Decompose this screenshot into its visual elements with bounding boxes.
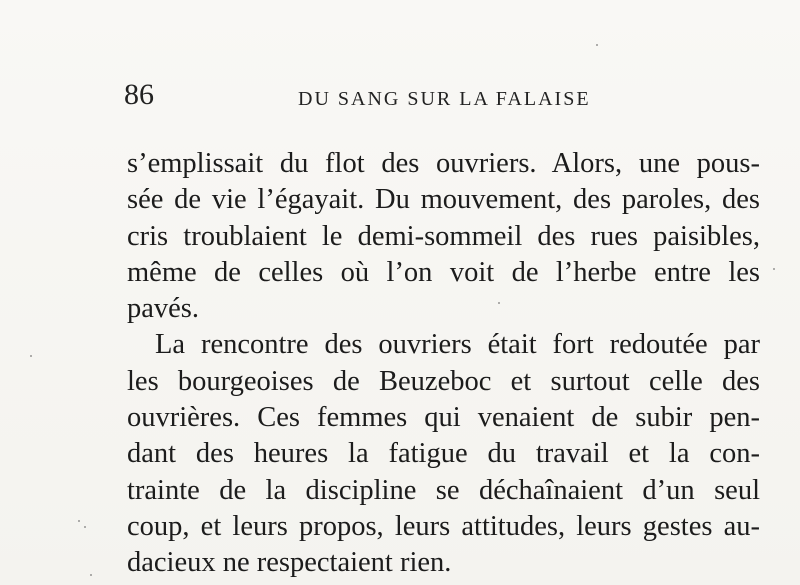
text-line: ouvrières. Ces femmes qui venaient de subir pen- bbox=[127, 402, 760, 434]
text-line: coup, et leurs propos, leurs attitudes, leurs gestes au- bbox=[127, 510, 760, 542]
paper-speck bbox=[30, 355, 32, 357]
body-text bbox=[127, 146, 760, 582]
paper-speck bbox=[84, 526, 86, 528]
paper-speck bbox=[596, 44, 598, 46]
text-line: trainte de la discipline se déchaînaient d’un seul bbox=[127, 474, 760, 506]
page-header bbox=[0, 78, 800, 118]
paper-speck bbox=[498, 302, 500, 304]
paper-speck bbox=[78, 520, 80, 522]
text-line: sée de vie l’égayait. Du mouvement, des paroles, des bbox=[127, 184, 760, 216]
text-line: pavés. bbox=[127, 293, 200, 325]
page-number: 86 bbox=[124, 78, 154, 111]
paragraph-first-line: La rencontre des ouvriers était fort redoutée par bbox=[155, 329, 760, 361]
paper-speck bbox=[90, 574, 92, 576]
text-line: dant des heures la fatigue du travail et la con- bbox=[127, 438, 760, 470]
text-line: dacieux ne respectaient rien. bbox=[127, 547, 452, 579]
text-line: cris troublaient le demi-sommeil des rues paisibles, bbox=[127, 220, 760, 252]
running-title: DU SANG SUR LA FALAISE bbox=[298, 88, 591, 110]
text-line: s’emplissait du flot des ouvriers. Alors, une pous- bbox=[127, 148, 760, 179]
paper-speck bbox=[773, 268, 775, 270]
text-line: même de celles où l’on voit de l’herbe entre les bbox=[127, 256, 760, 288]
text-line: les bourgeoises de Beuzeboc et surtout celle des bbox=[127, 365, 760, 397]
